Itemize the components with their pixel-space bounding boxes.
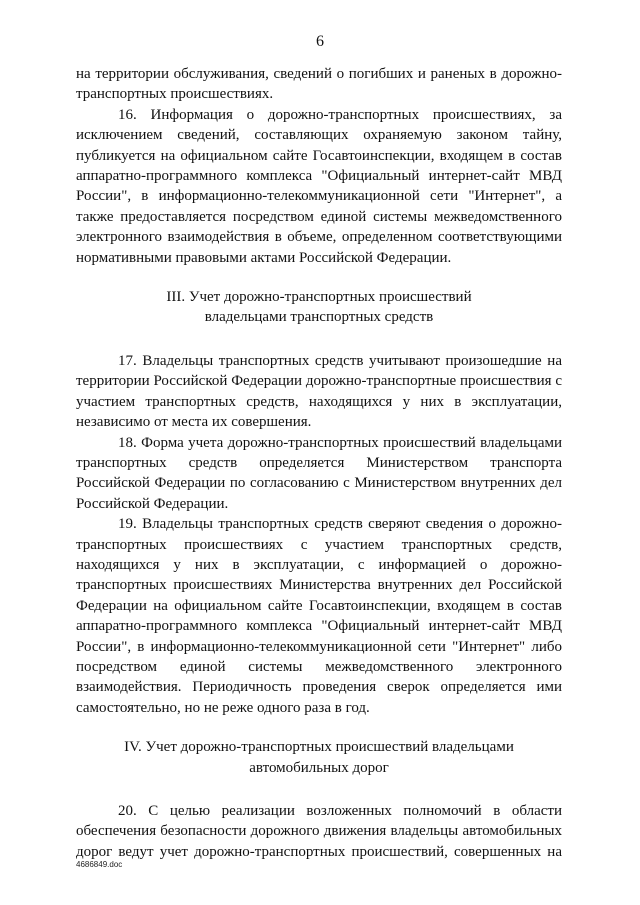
paragraph-20: 20. С целью реализации возложенных полномочий в области обеспечения безопасности дорожного движения владельцы автомобильных дорог ведут учет дорожно-транспортных происшествий, совершенных на <box>76 803 562 860</box>
section-heading-3 <box>76 287 562 328</box>
section-heading-3-line-2: владельцами транспортных средств <box>204 309 434 326</box>
section-heading-4-line-2: автомобильных дорог <box>249 759 389 776</box>
section-heading-4-line-1: IV. Учет дорожно-транспортных происшествий владельцами <box>124 739 514 756</box>
paragraph-17: 17. Владельцы транспортных средств учитывают произошедшие на территории Российской Федерации дорожно-транспортные происшествия с участием транспортных средств, находящихся у них в эксплуатации, независимо от места их совершения. <box>76 352 562 431</box>
section-heading-4 <box>76 737 562 778</box>
paragraph-continuation: на территории обслуживания, сведений о погибших и раненых в дорожно-транспортных происшествиях. <box>76 66 562 103</box>
paragraph-16: 16. Информация о дорожно-транспортных происшествиях, за исключением сведений, составляющих охраняемую законом тайну, публикуется на официальном сайте Госавтоинспекции, входящем в состав аппаратно-программного комплекса "Официальный интернет-сайт МВД России", в информационно-телекоммуникационной сети "Интернет", а также предоставляется посредством единой системы межведомственного электронного взаимодействия в объеме, определенном соответствующими нормативными правовыми актами Российской Федерации. <box>76 106 562 266</box>
page-number: 6 <box>316 33 324 50</box>
paragraph-18: 18. Форма учета дорожно-транспортных происшествий владельцами транспортных средств определяется Министерством транспорта Российской Федерации по согласованию с Министерством внутренних дел Российской Федерации. <box>76 434 562 512</box>
footer-document-code: 4686849.doc <box>76 860 123 869</box>
paragraph-19: 19. Владельцы транспортных средств сверяют сведения о дорожно-транспортных происшествиях с участием транспортных средств, находящихся у них в эксплуатации, с информацией о дорожно-транспортных происшествиях Министерства внутренних дел Российской Федерации на официальном сайте Госавтоинспекции, входящем в состав аппаратно-программного комплекса "Официальный интернет-сайт МВД России", в информационно-телекоммуникационной сети "Интернет" либо посредством единой системы межведомственного электронного взаимодействия. Периодичность проведения сверок определяется ими самостоятельно, но не реже одного раза в год. <box>76 516 562 716</box>
section-heading-3-line-1: III. Учет дорожно-транспортных происшествий <box>166 289 472 306</box>
document-body <box>76 64 562 862</box>
